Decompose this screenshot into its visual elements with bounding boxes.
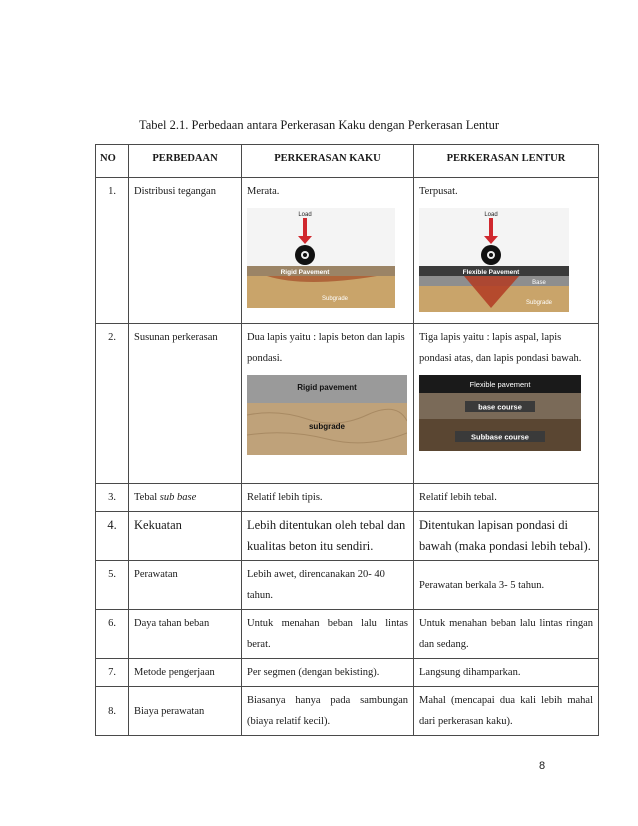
row-kaku-cell [242,324,414,484]
rigid-load-label: Load [298,212,312,218]
row-aspect-italic: sub base [159,492,197,503]
table-row [96,324,599,484]
subbase-course-layer-label: Subbase course [471,432,529,442]
row-aspect: Kekuatan [129,512,242,561]
header-perkerasan-lentur: PERKERASAN LENTUR [414,145,599,178]
rigid-pavement-label: Rigid Pavement [280,269,330,276]
row-number: 1. [96,178,129,324]
row-number: 7. [96,659,129,687]
row-lentur-text: Tiga lapis yaitu : lapis aspal, lapis pondasi atas, dan lapis pondasi bawah. [419,332,582,364]
comparison-table [95,144,599,736]
row-number: 8. [96,687,129,736]
header-perkerasan-kaku: PERKERASAN KAKU [242,145,414,178]
row-kaku-text: Dua lapis yaitu : lapis beton dan lapis pondasi. [247,332,405,364]
row-aspect: Metode pengerjaan [129,659,242,687]
flexible-load-label: Load [484,212,498,218]
row-aspect [129,484,242,512]
row-number: 4. [96,512,129,561]
rigid-pavement-layer-label: Rigid pavement [297,383,357,392]
row-lentur: Perawatan berkala 3- 5 tahun. [414,561,599,610]
flexible-base-label: Base [532,280,546,286]
flexible-subgrade-label: Subgrade [525,300,553,306]
rigid-layers-figure [247,375,408,463]
table-row [96,610,599,659]
table-row [96,659,599,687]
row-aspect: Distribusi tegangan [129,178,242,324]
flexible-pavement-label: Flexible Pavement [462,269,520,276]
row-kaku: Lebih awet, direncanakan 20- 40 tahun. [242,561,414,610]
rigid-subgrade-layer-label: subgrade [308,422,346,431]
row-lentur-text: Terpusat. [419,186,458,197]
row-lentur: Ditentukan lapisan pondasi di bawah (maka pondasi lebih tebal). [414,512,599,561]
row-aspect: Susunan perkerasan [129,324,242,484]
rigid-subgrade-label: Subgrade [321,296,349,302]
header-perbedaan: PERBEDAAN [129,145,242,178]
row-kaku: Relatif lebih tipis. [242,484,414,512]
flexible-load-figure [419,208,593,320]
base-course-layer-label: base course [478,402,522,412]
table-row [96,178,599,324]
table-row [96,512,599,561]
row-number: 5. [96,561,129,610]
row-aspect: Perawatan [129,561,242,610]
row-kaku: Biasanya hanya pada sambungan (biaya relatif kecil). [242,687,414,736]
header-no: NO [96,145,129,178]
rigid-load-figure [247,208,408,316]
table-caption: Tabel 2.1. Perbedaan antara Perkerasan Kaku dengan Perkerasan Lentur [138,118,500,132]
table-row [96,484,599,512]
row-lentur: Relatif lebih tebal. [414,484,599,512]
table-row [96,561,599,610]
row-kaku: Per segmen (dengan bekisting). [242,659,414,687]
flexible-pavement-layer-label: Flexible pavement [469,380,531,389]
row-lentur-cell [414,324,599,484]
page-number: 8 [539,760,546,772]
row-aspect-prefix: Tebal [134,492,160,503]
row-aspect: Daya tahan beban [129,610,242,659]
row-kaku-text: Merata. [247,186,280,197]
row-kaku: Lebih ditentukan oleh tebal dan kualitas beton itu sendiri. [242,512,414,561]
table-header-row [96,145,599,178]
row-kaku-cell [242,178,414,324]
row-aspect: Biaya perawatan [129,687,242,736]
table-row [96,687,599,736]
row-number: 2. [96,324,129,484]
flexible-layers-figure [419,375,593,459]
row-number: 6. [96,610,129,659]
row-lentur: Mahal (mencapai dua kali lebih mahal dari perkerasan kaku). [414,687,599,736]
row-number: 3. [96,484,129,512]
row-lentur: Langsung dihamparkan. [414,659,599,687]
row-lentur: Untuk menahan beban lalu lintas ringan dan sedang. [414,610,599,659]
row-kaku: Untuk menahan beban lalu lintas berat. [242,610,414,659]
row-lentur-cell [414,178,599,324]
